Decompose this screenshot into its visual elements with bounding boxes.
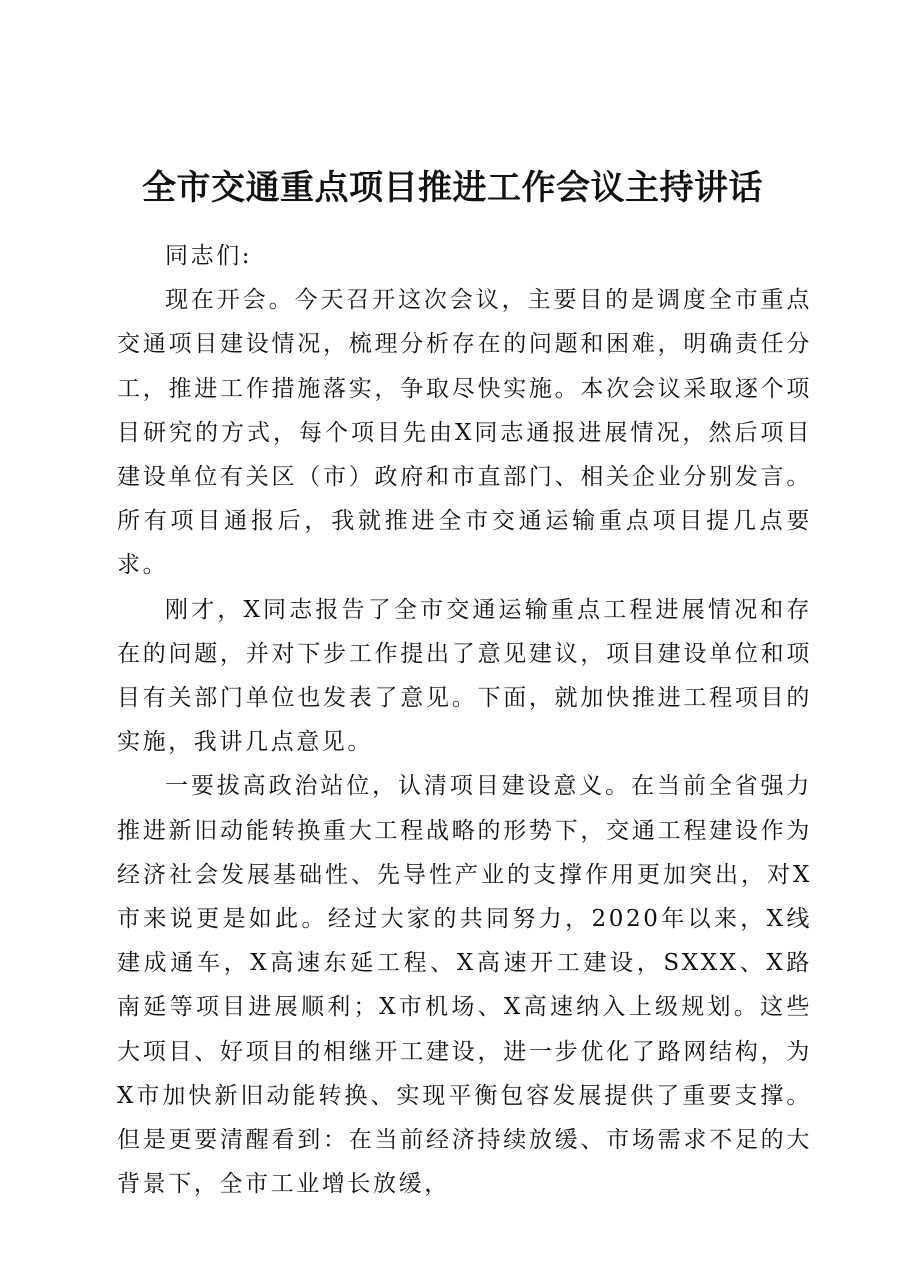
salutation: 同志们: xyxy=(165,243,253,269)
paragraph-summary: 刚才，X同志报告了全市交通运输重点工程进展情况和存在的问题，并对下步工作提出了意见建议，项目建设单位和项目有关部门单位也发表了意见。下面，就加快推进工程项目的实施，我讲几点意见。 xyxy=(117,596,812,756)
document-title: 全市交通重点项目推进工作会议主持讲话 xyxy=(142,168,763,208)
paragraph-opening: 现在开会。今天召开这次会议，主要目的是调度全市重点交通项目建设情况，梳理分析存在的问题和困难，明确责任分工，推进工作措施落实，争取尽快实施。本次会议采取逐个项目研究的方式，每个项目先由X同志通报进展情况，然后项目建设单位有关区（市）政府和市直部门、相关企业分别发言。所有项目通报后，我就推进全市交通运输重点项目提几点要求。 xyxy=(117,287,812,579)
paragraph-point-one: 一要拔高政治站位，认清项目建设意义。在当前全省强力推进新旧动能转换重大工程战略的形势下，交通工程建设作为经济社会发展基础性、先导性产业的支撑作用更加突出，对X市来说更是如此。经过大家的共同努力，2020年以来，X线建成通车，X高速东延工程、X高速开工建设，SXXX、X路南延等项目进展顺利；X市机场、X高速纳入上级规划。这些大项目、好项目的相继开工建设，进一步优化了路网结构，为X市加快新旧动能转换、实现平衡包容发展提供了重要支撑。但是更要清醒看到：在当前经济持续放缓、市场需求不足的大背景下，全市工业增长放缓， xyxy=(117,773,812,1198)
document-body xyxy=(117,234,812,1206)
